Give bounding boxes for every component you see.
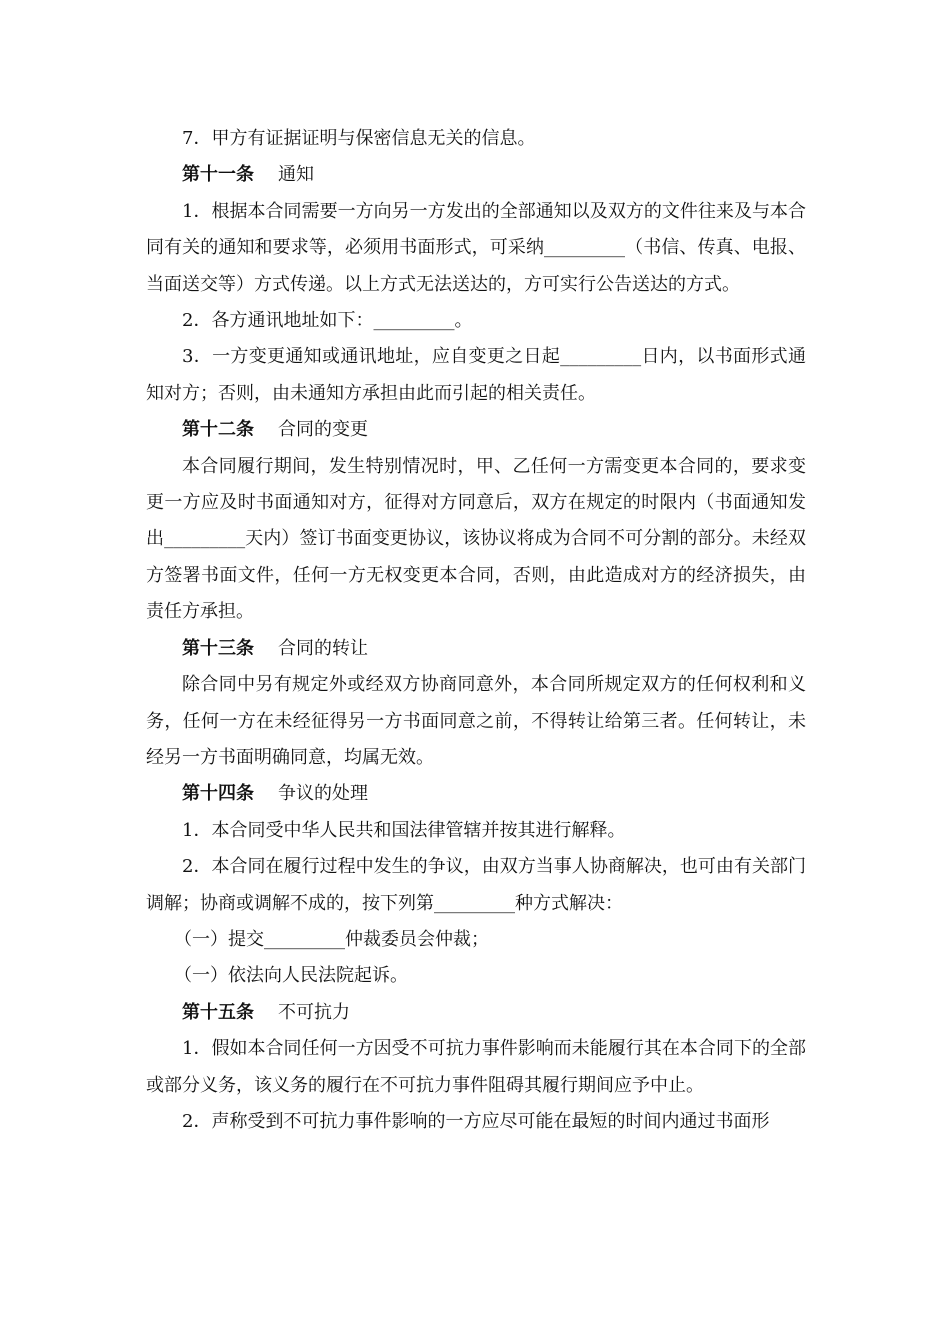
article-11-paragraph-1: 1．根据本合同需要一方向另一方发出的全部通知以及双方的文件往来及与本合同有关的通知和要求等，必须用书面形式，可采纳_________（书信、传真、电报、当面送交等）方式传递。以上方式无法送达的，方可实行公告送达的方式。 xyxy=(146,200,806,295)
article-14-paragraph-2: 2．本合同在履行过程中发生的争议，由双方当事人协商解决，也可由有关部门调解；协商或调解不成的，按下列第_________种方式解决： xyxy=(146,856,806,914)
article-11-heading xyxy=(146,157,806,193)
article-12-title: 合同的变更 xyxy=(278,419,368,441)
article-14-option-2: （一）依法向人民法院起诉。 xyxy=(174,965,408,987)
article-13-number: 第十三条 xyxy=(182,637,254,659)
document-body xyxy=(146,121,806,1140)
article-12-paragraph-1: 本合同履行期间，发生特别情况时，甲、乙任何一方需变更本合同的，要求变更一方应及时书面通知对方，征得对方同意后，双方在规定的时限内（书面通知发出_________天内）签订书面变更协议，该协议将成为合同不可分割的部分。未经双方签署书面文件，任何一方无权变更本合同，否则，由此造成对方的经济损失，由责任方承担。 xyxy=(146,455,806,623)
article-13-paragraph-1: 除合同中另有规定外或经双方协商同意外，本合同所规定双方的任何权利和义务，任何一方在未经征得另一方书面同意之前，不得转让给第三者。任何转让，未经另一方书面明确同意，均属无效。 xyxy=(146,674,806,768)
clause-7-paragraph: 7．甲方有证据证明与保密信息无关的信息。 xyxy=(182,128,536,149)
article-13-title: 合同的转让 xyxy=(278,637,368,659)
article-12-heading xyxy=(146,412,806,448)
article-11-number: 第十一条 xyxy=(182,164,254,186)
article-12-number: 第十二条 xyxy=(182,419,254,441)
article-14-number: 第十四条 xyxy=(182,783,254,805)
article-15-title: 不可抗力 xyxy=(278,1001,350,1023)
article-14-option-1: （一）提交_________仲裁委员会仲裁； xyxy=(174,928,489,950)
article-14-paragraph-1: 1．本合同受中华人民共和国法律管辖并按其进行解释。 xyxy=(182,819,626,841)
article-11-title: 通知 xyxy=(278,164,314,186)
article-15-paragraph-1: 1．假如本合同任何一方因受不可抗力事件影响而未能履行其在本合同下的全部或部分义务，该义务的履行在不可抗力事件阻碍其履行期间应予中止。 xyxy=(146,1038,806,1096)
article-15-heading xyxy=(146,995,806,1031)
article-13-heading xyxy=(146,631,806,667)
article-14-title: 争议的处理 xyxy=(278,783,368,805)
article-15-paragraph-2: 2．声称受到不可抗力事件影响的一方应尽可能在最短的时间内通过书面形 xyxy=(182,1110,770,1132)
article-14-heading xyxy=(146,776,806,812)
article-11-paragraph-3: 3．一方变更通知或通讯地址，应自变更之日起_________日内，以书面形式通知对方；否则，由未通知方承担由此而引起的相关责任。 xyxy=(146,346,806,404)
article-11-paragraph-2: 2．各方通讯地址如下：_________。 xyxy=(182,310,473,332)
article-15-number: 第十五条 xyxy=(182,1001,254,1023)
